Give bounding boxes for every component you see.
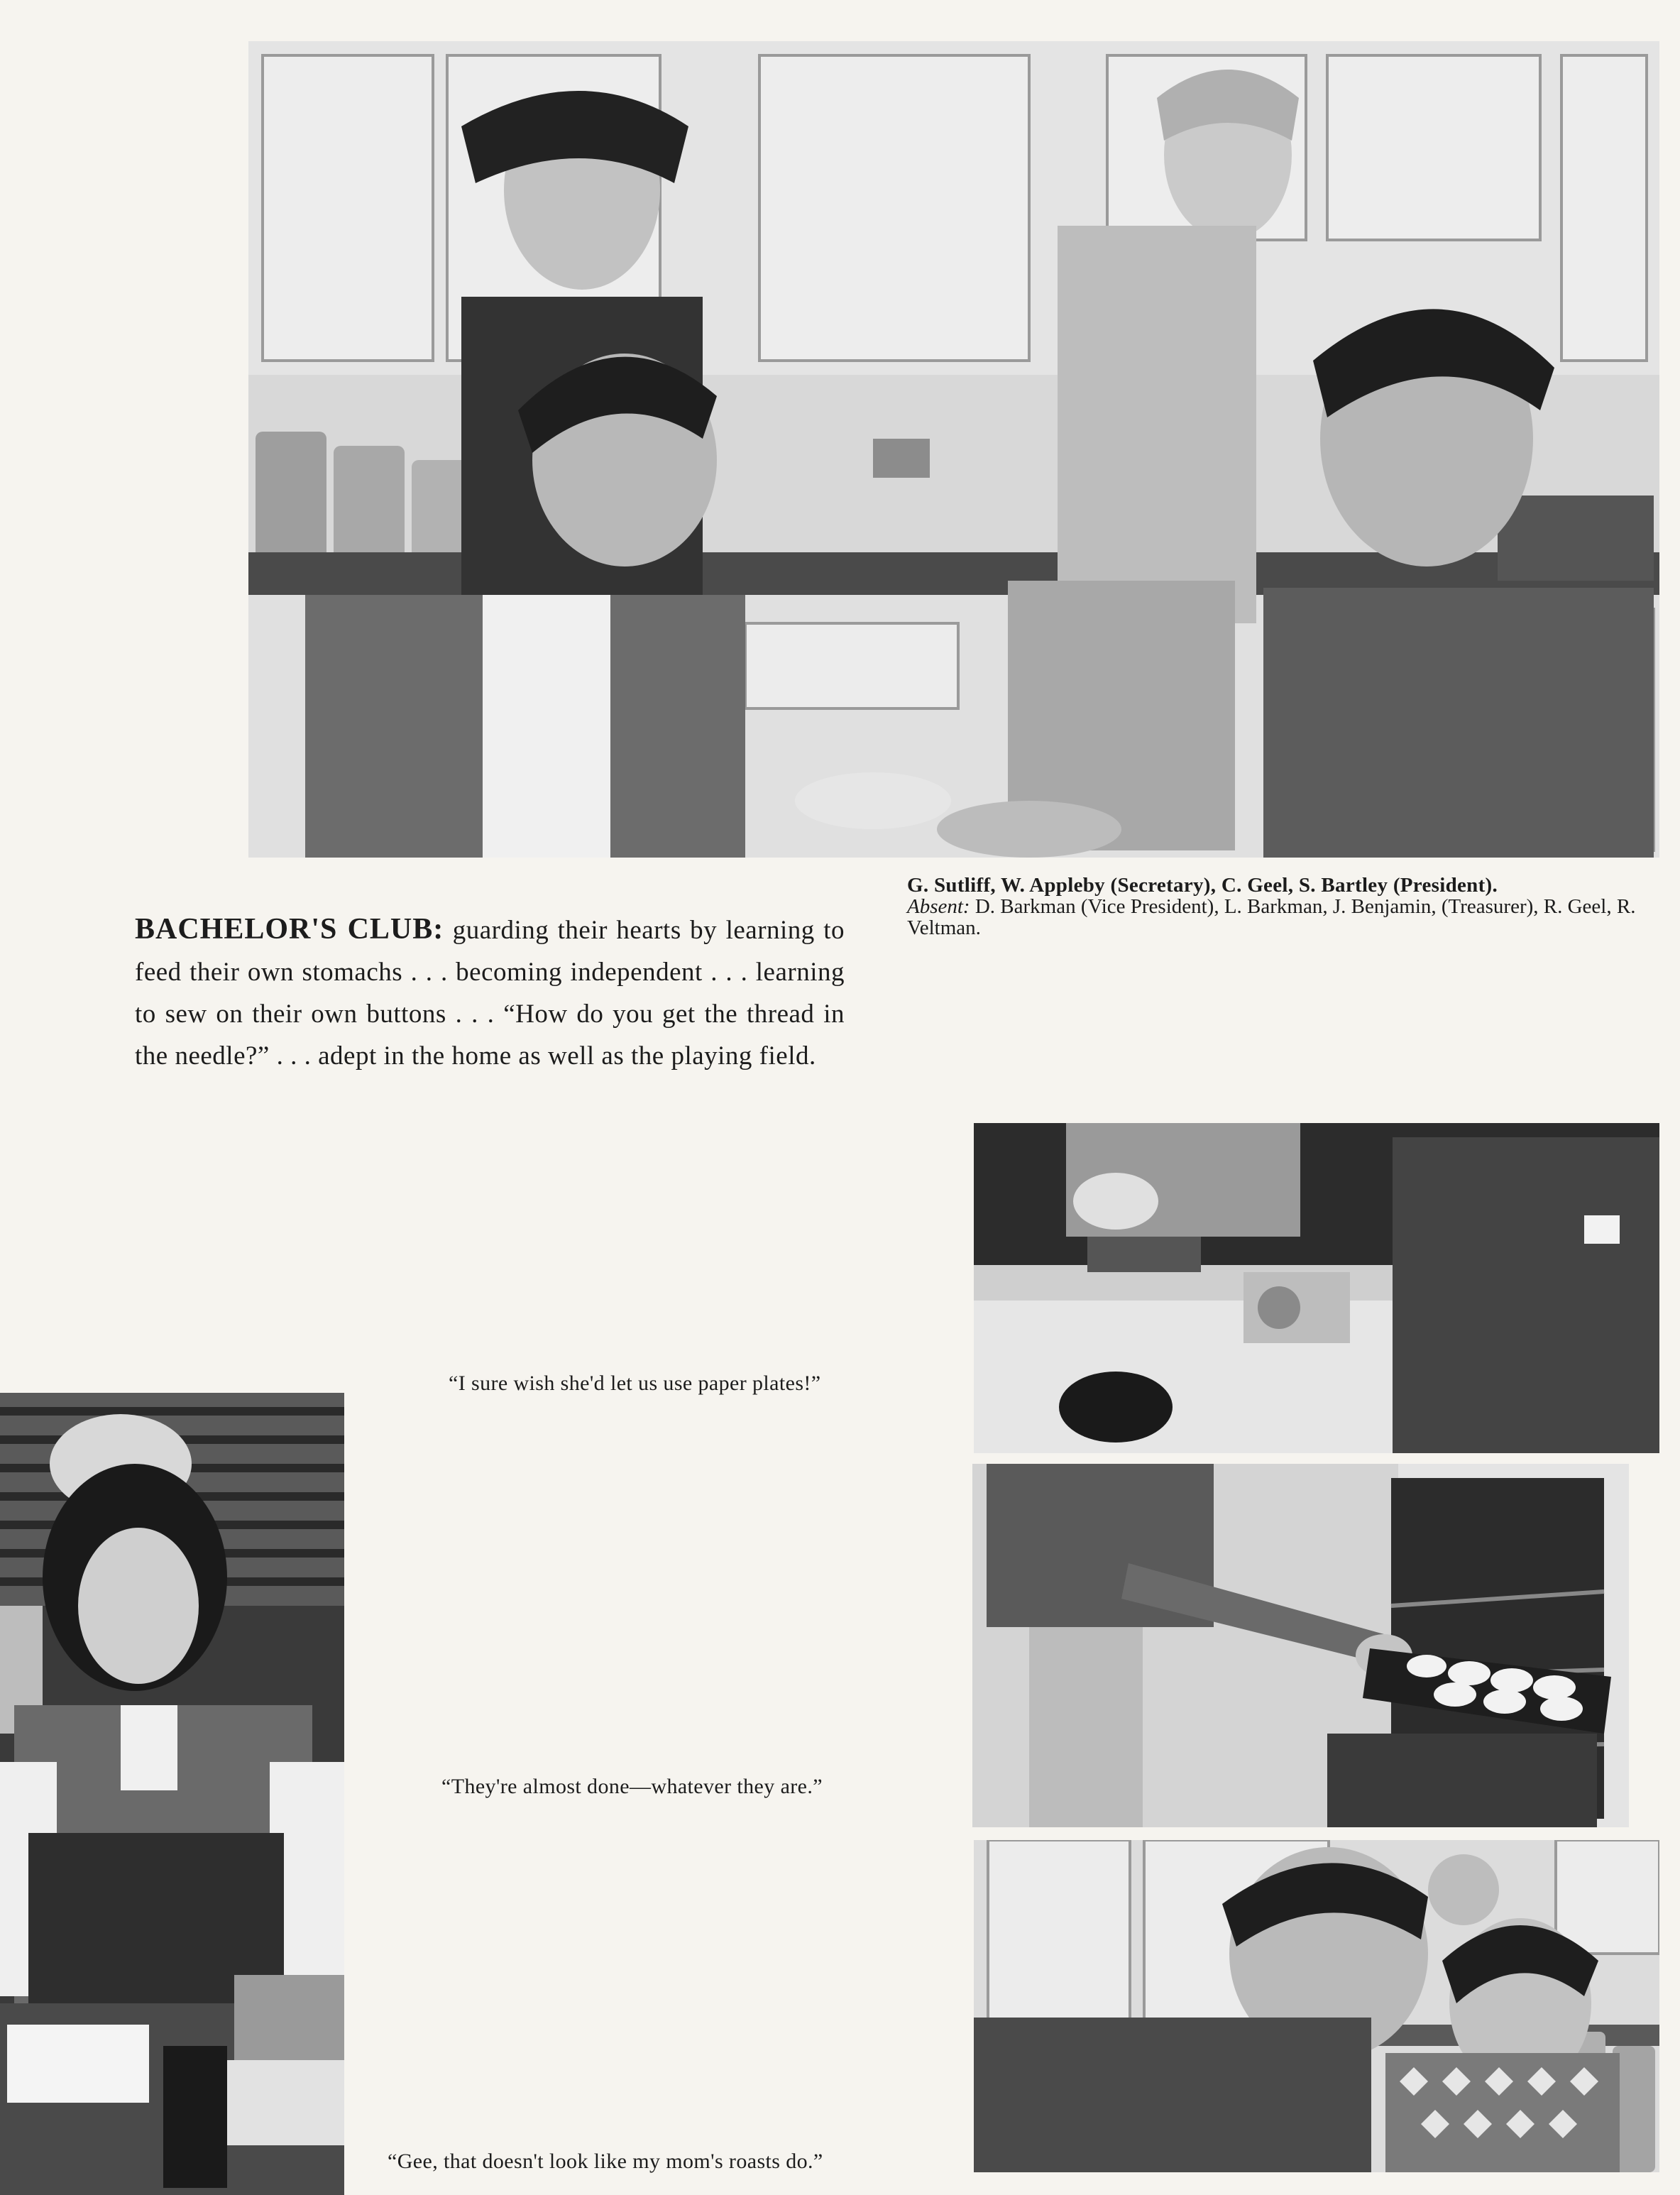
roasts-photo [974, 1840, 1659, 2172]
photo-credits [907, 875, 1659, 938]
oven-photo [972, 1464, 1629, 1827]
quote-moms-roasts: “Gee, that doesn't look like my mom's roasts do.” [388, 2150, 823, 2173]
quote-almost-done: “They're almost done—whatever they are.” [441, 1775, 823, 1798]
club-description [135, 909, 845, 1077]
absent-names: D. Barkman (Vice President), L. Barkman, J. Benjamin, (Treasurer), R. Geel, R. Veltman. [907, 895, 1636, 939]
absent-line [907, 896, 1659, 938]
pictured-names: G. Sutliff, W. Appleby (Secretary), C. Geel, S. Bartley (President). [907, 874, 1498, 897]
club-name: BACHELOR'S CLUB: [135, 913, 444, 946]
sewing-photo [0, 1393, 344, 2195]
club-description-text: guarding their hearts by learning to feed their own stomachs . . . becoming independent . . . learning to sew on their own buttons . . . “How do you get the thread in the needle?” . . . adept in the home as well as the playing field. [135, 916, 845, 1071]
kitchen-group-photo [248, 41, 1659, 858]
stove-photo [974, 1123, 1659, 1453]
absent-label: Absent: [907, 895, 970, 918]
quote-paper-plates: “I sure wish she'd let us use paper plates!” [449, 1372, 821, 1395]
